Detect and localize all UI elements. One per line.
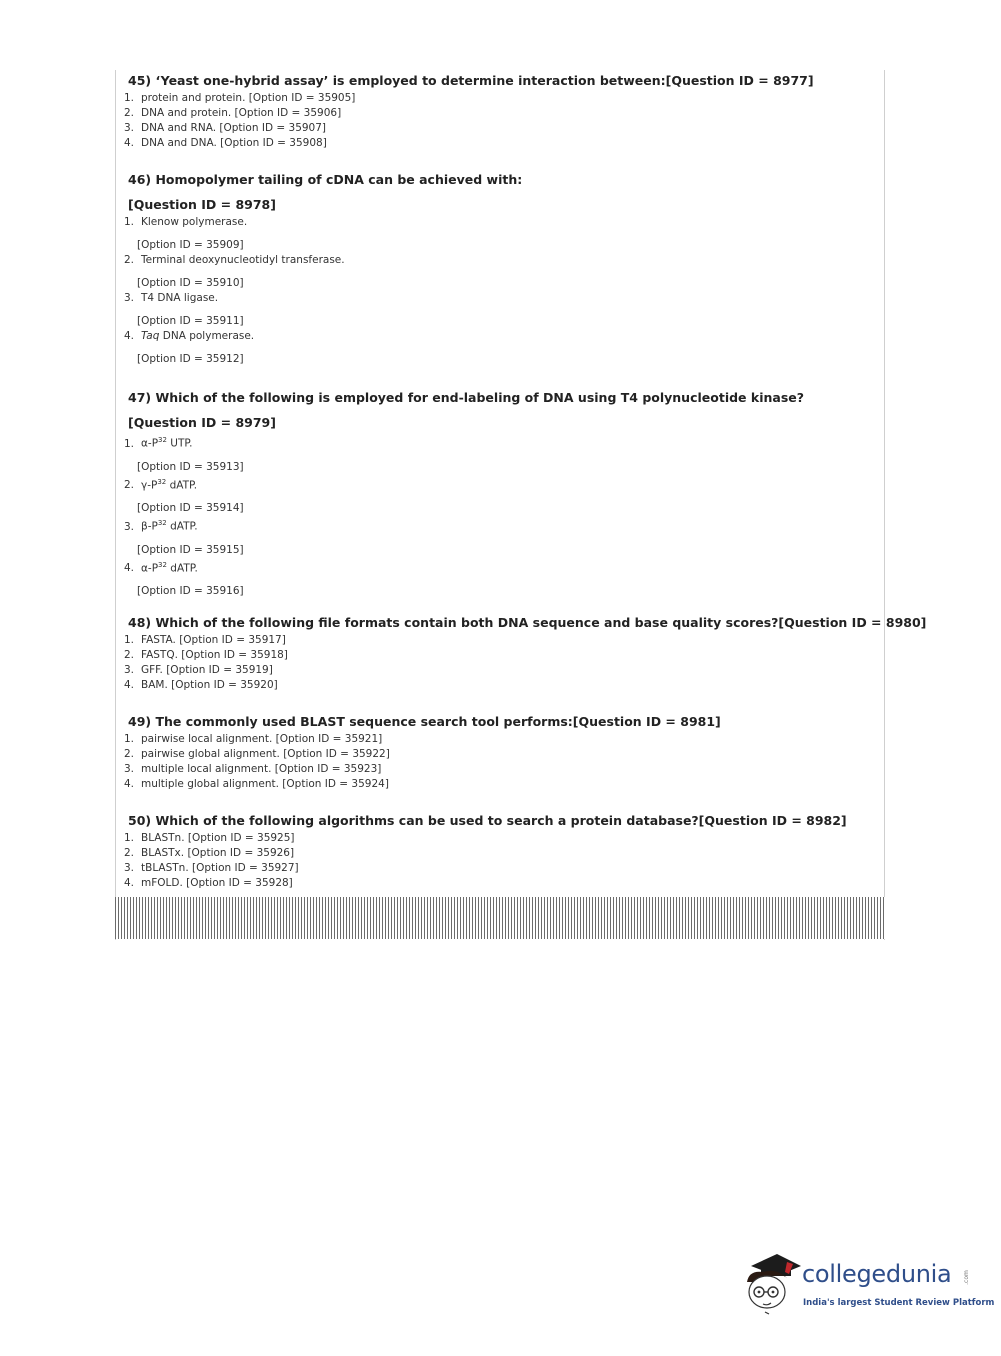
option-text: multiple global alignment. [Option ID = 35924] bbox=[141, 778, 389, 790]
option-text: DNA and protein. [Option ID = 35906] bbox=[141, 107, 342, 119]
option-text: BAM. [Option ID = 35920] bbox=[141, 679, 278, 691]
option-number: 3. bbox=[124, 520, 135, 533]
logo-com: .com bbox=[962, 1270, 970, 1285]
option-text: protein and protein. [Option ID = 35905] bbox=[141, 92, 356, 104]
option-item bbox=[124, 831, 868, 846]
option-text: T4 DNA ligase. bbox=[141, 292, 219, 304]
option-list bbox=[124, 633, 868, 693]
option-number: 2. bbox=[124, 254, 135, 266]
option-item bbox=[124, 762, 868, 777]
question-title: 45) ‘Yeast one-hybrid assay’ is employed to determine interaction between:[Question ID = 8977] bbox=[128, 73, 814, 88]
option-text: α-P bbox=[141, 437, 159, 450]
option-number: 3. bbox=[124, 763, 135, 775]
option-text: multiple local alignment. [Option ID = 35923] bbox=[141, 763, 382, 775]
option-id: [Option ID = 35910] bbox=[137, 277, 244, 289]
question-48 bbox=[124, 615, 927, 693]
option-item bbox=[124, 648, 868, 663]
barcode-strip bbox=[115, 897, 885, 939]
option-item bbox=[124, 516, 868, 558]
option-id: [Option ID = 35916] bbox=[137, 585, 244, 597]
option-id: [Option ID = 35909] bbox=[137, 239, 244, 251]
option-item bbox=[124, 558, 868, 600]
option-list bbox=[124, 91, 868, 151]
option-text: dATP. bbox=[166, 479, 198, 491]
option-text: FASTQ. [Option ID = 35918] bbox=[141, 649, 288, 661]
option-item bbox=[124, 846, 868, 861]
option-number: 4. bbox=[124, 778, 135, 790]
option-item bbox=[124, 215, 868, 253]
option-number: 4. bbox=[124, 679, 135, 691]
option-number: 1. bbox=[124, 832, 135, 844]
option-text: pairwise global alignment. [Option ID = 35922] bbox=[141, 748, 390, 760]
option-number: 2. bbox=[124, 847, 135, 859]
option-text: DNA polymerase. bbox=[159, 330, 255, 342]
superscript: 32 bbox=[157, 519, 167, 527]
option-item bbox=[124, 433, 868, 475]
option-id: [Option ID = 35911] bbox=[137, 315, 244, 327]
option-text: α-P bbox=[141, 562, 159, 574]
question-47 bbox=[124, 390, 868, 599]
question-id: [Question ID = 8979] bbox=[128, 415, 276, 430]
option-text: GFF. [Option ID = 35919] bbox=[141, 664, 273, 676]
option-number: 1. bbox=[124, 216, 135, 228]
option-text-italic: Taq bbox=[141, 330, 160, 342]
option-number: 4. bbox=[124, 137, 135, 149]
option-text: BLASTn. [Option ID = 35925] bbox=[141, 832, 295, 844]
option-id: [Option ID = 35912] bbox=[137, 353, 244, 365]
option-item bbox=[124, 663, 868, 678]
option-text: Terminal deoxynucleotidyl transferase. bbox=[141, 254, 345, 266]
question-title: 47) Which of the following is employed for end-labeling of DNA using T4 polynucleotide kinase? bbox=[128, 390, 804, 405]
superscript: 32 bbox=[158, 560, 167, 569]
option-number: 1. bbox=[124, 733, 135, 745]
question-46 bbox=[124, 172, 868, 367]
option-item bbox=[124, 678, 868, 693]
question-45 bbox=[124, 73, 868, 151]
option-item bbox=[124, 777, 868, 792]
option-id: [Option ID = 35914] bbox=[137, 502, 244, 514]
option-text: dATP. bbox=[166, 520, 198, 533]
option-number: 4. bbox=[124, 562, 135, 574]
question-49 bbox=[124, 714, 868, 792]
question-title: 46) Homopolymer tailing of cDNA can be achieved with: bbox=[128, 172, 523, 187]
option-number: 1. bbox=[124, 634, 135, 646]
option-item bbox=[124, 732, 868, 747]
option-item bbox=[124, 106, 868, 121]
option-list bbox=[124, 433, 868, 599]
option-text: β-P bbox=[141, 520, 158, 533]
logo-wordmark: collegedunia bbox=[802, 1260, 952, 1288]
question-50 bbox=[124, 813, 868, 891]
option-number: 3. bbox=[124, 862, 135, 874]
option-id: [Option ID = 35913] bbox=[137, 460, 244, 473]
option-number: 1. bbox=[124, 437, 135, 450]
superscript: 32 bbox=[157, 477, 167, 486]
option-list bbox=[124, 732, 868, 792]
option-text: mFOLD. [Option ID = 35928] bbox=[141, 877, 293, 889]
option-text: tBLASTn. [Option ID = 35927] bbox=[141, 862, 299, 874]
option-number: 4. bbox=[124, 877, 135, 889]
option-item bbox=[124, 633, 868, 648]
option-number: 2. bbox=[124, 748, 135, 760]
option-item bbox=[124, 291, 868, 329]
option-text: Klenow polymerase. bbox=[141, 216, 248, 228]
option-number: 1. bbox=[124, 92, 135, 104]
question-title: 48) Which of the following file formats contain both DNA sequence and base quality scores?[Question ID = 8980] bbox=[128, 615, 927, 630]
option-item bbox=[124, 253, 868, 291]
option-number: 3. bbox=[124, 122, 135, 134]
mascot-icon bbox=[743, 1248, 801, 1320]
collegedunia-logo bbox=[743, 1248, 995, 1320]
question-title: 50) Which of the following algorithms can be used to search a protein database?[Question ID = 8982] bbox=[128, 813, 847, 828]
option-list bbox=[124, 831, 868, 891]
option-text: DNA and RNA. [Option ID = 35907] bbox=[141, 122, 327, 134]
option-id: [Option ID = 35915] bbox=[137, 543, 244, 556]
option-number: 3. bbox=[124, 292, 135, 304]
option-text: γ-P bbox=[141, 479, 158, 491]
option-list bbox=[124, 215, 868, 367]
option-item bbox=[124, 329, 868, 367]
option-item bbox=[124, 876, 868, 891]
option-number: 2. bbox=[124, 649, 135, 661]
option-text: dATP. bbox=[166, 562, 198, 574]
option-number: 4. bbox=[124, 330, 135, 342]
option-text: UTP. bbox=[166, 437, 193, 450]
option-item bbox=[124, 861, 868, 876]
option-number: 2. bbox=[124, 107, 135, 119]
question-id: [Question ID = 8978] bbox=[128, 197, 276, 212]
option-item bbox=[124, 475, 868, 517]
logo-tagline: India's largest Student Review Platform bbox=[803, 1298, 995, 1308]
option-text: FASTA. [Option ID = 35917] bbox=[141, 634, 286, 646]
option-item bbox=[124, 121, 868, 136]
option-text: pairwise local alignment. [Option ID = 35921] bbox=[141, 733, 383, 745]
superscript: 32 bbox=[158, 436, 167, 444]
option-text: BLASTx. [Option ID = 35926] bbox=[141, 847, 295, 859]
option-number: 2. bbox=[124, 479, 135, 491]
question-title: 49) The commonly used BLAST sequence search tool performs:[Question ID = 8981] bbox=[128, 714, 721, 729]
option-number: 3. bbox=[124, 664, 135, 676]
option-item bbox=[124, 136, 868, 151]
option-text: DNA and DNA. [Option ID = 35908] bbox=[141, 137, 327, 149]
option-item bbox=[124, 91, 868, 106]
option-item bbox=[124, 747, 868, 762]
